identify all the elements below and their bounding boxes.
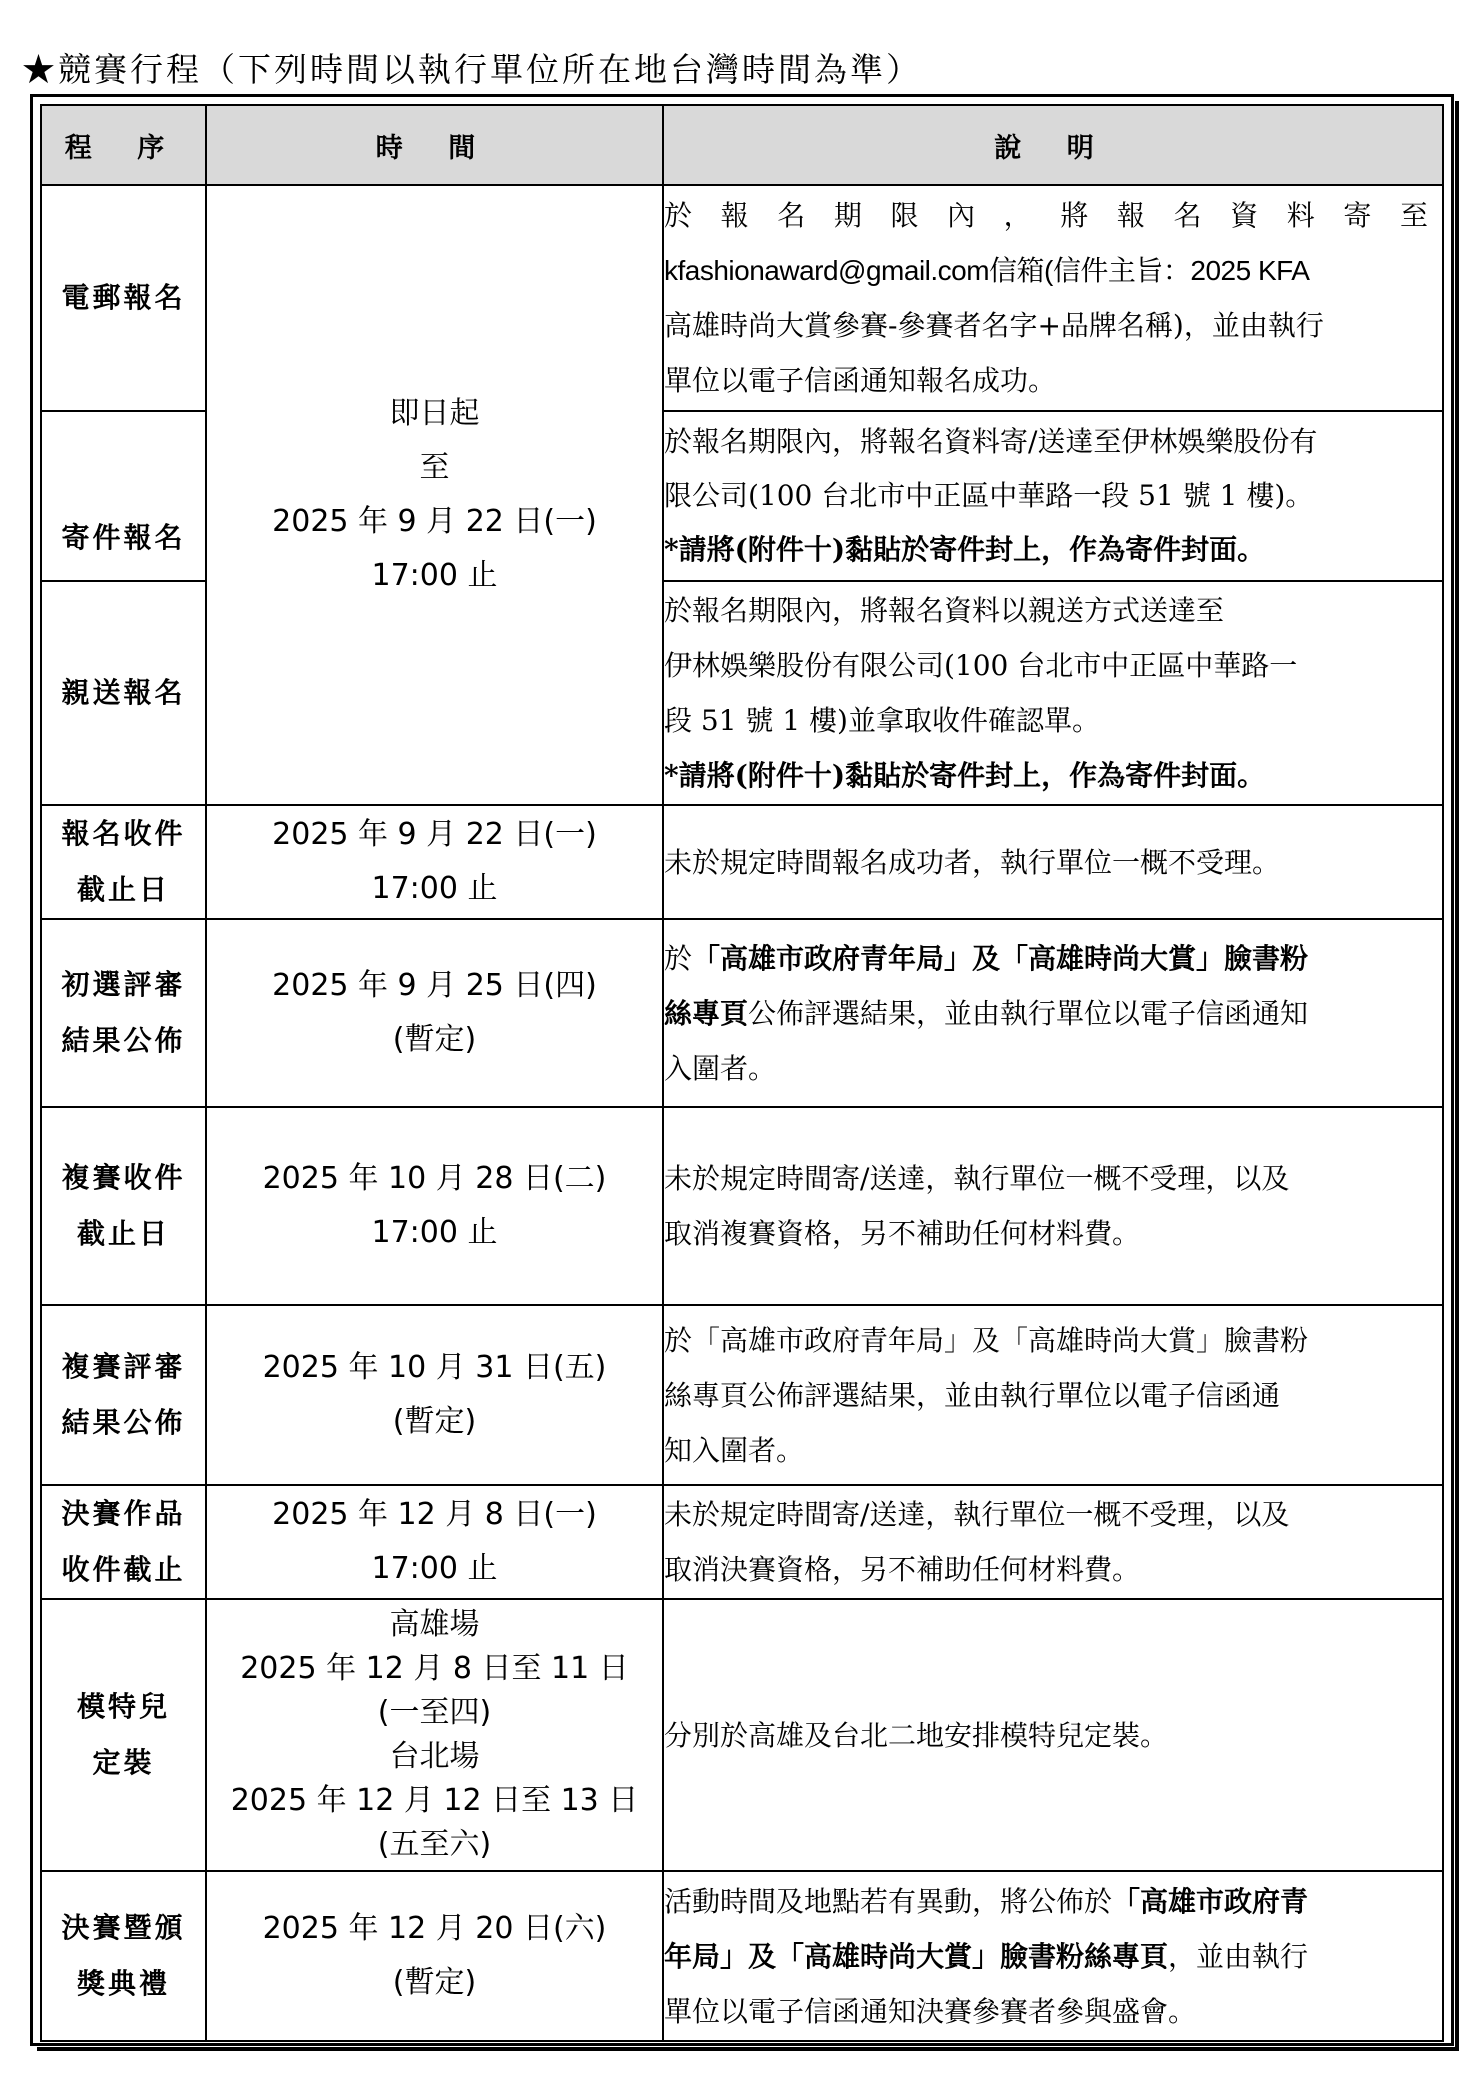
table-row: [41, 1599, 1443, 1871]
table-row: [41, 1107, 1443, 1305]
description-cell: [663, 411, 1443, 581]
description-cell: 未於規定時間寄/送達，執行單位一概不受理，以及 取消複賽資格，另不補助任何材料費。: [663, 1107, 1443, 1305]
program-cell: 報名收件 截止日: [41, 805, 206, 919]
time-cell: 2025 年 9 月 22 日(一) 17:00 止: [206, 805, 663, 919]
desc-line: 於報名期限內，將報名資料寄/送達至伊林娛樂股份有: [664, 425, 1318, 458]
schedule-table: [40, 104, 1444, 2042]
description-cell: [663, 581, 1443, 805]
description-cell: 於「高雄市政府青年局」及「高雄時尚大賞」臉書粉 絲專頁公佈評選結果，並由執行單位以電子信函通 知入圍者。: [663, 1305, 1443, 1485]
time-cell: 2025 年 12 月 8 日(一) 17:00 止: [206, 1485, 663, 1599]
description-cell: 於「高雄市政府青年局」及「高雄時尚大賞」臉書粉 絲專頁公佈評選結果，並由執行單位以電子信函通知 入圍者。: [663, 919, 1443, 1107]
table-row: [41, 185, 1443, 411]
desc-note: *請將(附件十)黏貼於寄件封上，作為寄件封面。: [664, 759, 1266, 792]
header-description: 說 明: [663, 105, 1443, 185]
desc-line: 高雄時尚大賞參賽-參賽者名字+品牌名稱)，並由執行: [664, 309, 1324, 342]
program-cell: 決賽暨頒 獎典禮: [41, 1871, 206, 2041]
description-cell: [663, 185, 1443, 411]
time-line: 2025 年 9 月 22 日(一): [272, 504, 597, 539]
time-line: 即日起: [389, 396, 480, 431]
program-cell: 親送報名: [41, 581, 206, 805]
header-time: 時 間: [206, 105, 663, 185]
desc-line: 伊林娛樂股份有限公司(100 台北市中正區中華路一: [664, 649, 1298, 682]
desc-line: 段 51 號 1 樓)並拿取收件確認單。: [664, 704, 1100, 737]
time-cell: 2025 年 10 月 28 日(二) 17:00 止: [206, 1107, 663, 1305]
time-cell: 2025 年 9 月 25 日(四) (暫定): [206, 919, 663, 1107]
program-cell: 模特兒 定裝: [41, 1599, 206, 1871]
program-cell: 寄件報名: [41, 411, 206, 581]
desc-line: 單位以電子信函通知報名成功。: [664, 364, 1057, 397]
time-cell: 2025 年 10 月 31 日(五) (暫定): [206, 1305, 663, 1485]
time-cell-shared: [206, 185, 663, 805]
table-row: [41, 919, 1443, 1107]
program-cell: 複賽收件 截止日: [41, 1107, 206, 1305]
description-cell: 未於規定時間報名成功者，執行單位一概不受理。: [663, 805, 1443, 919]
description-cell: 未於規定時間寄/送達，執行單位一概不受理，以及 取消決賽資格，另不補助任何材料費。: [663, 1485, 1443, 1599]
table-row: [41, 1305, 1443, 1485]
desc-line: 於報名期限內，將報名資料寄至: [664, 199, 1442, 232]
header-row: [41, 105, 1443, 185]
desc-note: *請將(附件十)黏貼於寄件封上，作為寄件封面。: [664, 533, 1266, 566]
table-row: [41, 1871, 1443, 2041]
program-cell: 複賽評審 結果公佈: [41, 1305, 206, 1485]
time-line: 17:00 止: [371, 558, 498, 593]
time-line: 至: [419, 450, 450, 485]
desc-line: 限公司(100 台北市中正區中華路一段 51 號 1 樓)。: [664, 479, 1314, 512]
table-row: [41, 1485, 1443, 1599]
description-cell: 活動時間及地點若有異動，將公佈於「高雄市政府青 年局」及「高雄時尚大賞」臉書粉絲專頁，並由執行 單位以電子信函通知決賽參賽者參與盛會。: [663, 1871, 1443, 2041]
page-title: ★競賽行程（下列時間以執行單位所在地台灣時間為準）: [22, 50, 922, 89]
program-cell: 初選評審 結果公佈: [41, 919, 206, 1107]
desc-line: 於報名期限內，將報名資料以親送方式送達至: [664, 594, 1225, 627]
description-cell: 分別於高雄及台北二地安排模特兒定裝。: [663, 1599, 1443, 1871]
table-row: [41, 805, 1443, 919]
time-cell: 高雄場 2025 年 12 月 8 日至 11 日 (一至四) 台北場 2025 年 12 月 12 日至 13 日 (五至六): [206, 1599, 663, 1871]
program-cell: 決賽作品 收件截止: [41, 1485, 206, 1599]
program-cell: 電郵報名: [41, 185, 206, 411]
header-program: 程 序: [41, 105, 206, 185]
time-cell: 2025 年 12 月 20 日(六) (暫定): [206, 1871, 663, 2041]
desc-line: kfashionaward@gmail.com信箱(信件主旨：2025 KFA: [664, 255, 1310, 286]
